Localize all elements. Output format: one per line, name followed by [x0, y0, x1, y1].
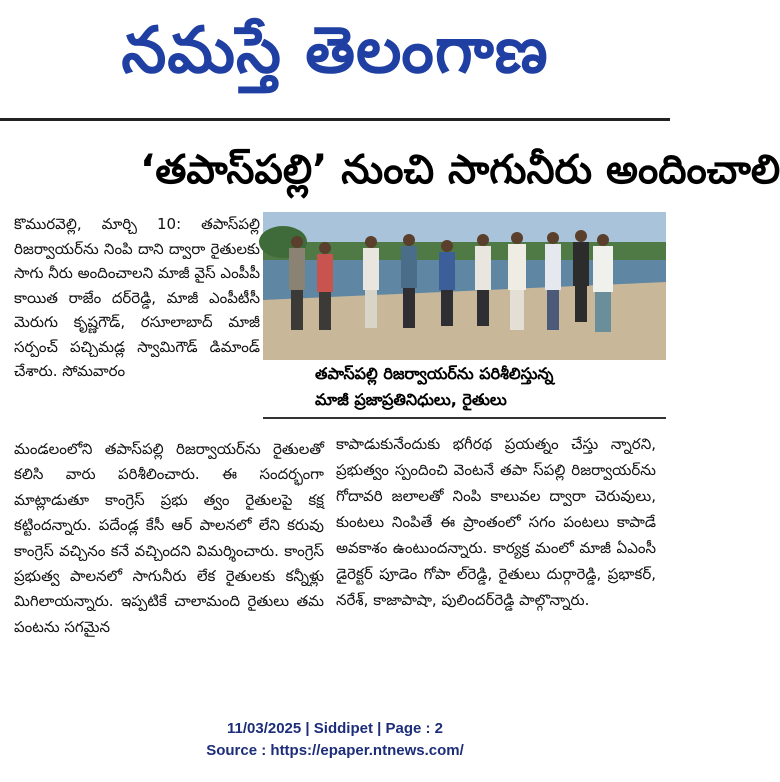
- masthead-divider: [0, 118, 670, 121]
- article-photo: [263, 212, 666, 360]
- person: [475, 234, 491, 326]
- page-footer: [0, 718, 670, 762]
- photo-caption-line-1: తపాస్‌పల్లి రిజర్వాయర్‌ను పరిశీలిస్తున్న: [315, 364, 554, 383]
- photo-caption-line-2: మాజీ ప్రజాప్రతినిధులు, రైతులు: [315, 390, 507, 409]
- newspaper-logo: నమస్తే తెలంగాణ: [121, 14, 549, 88]
- article-headline: ‘తపాస్‌పల్లి’ నుంచి సాగునీరు అందించాలి: [140, 147, 780, 193]
- person: [573, 230, 589, 322]
- person: [401, 234, 417, 328]
- footer-date-page: 11/03/2025 | Siddipet | Page : 2: [227, 720, 443, 737]
- person: [289, 236, 305, 330]
- masthead: [0, 0, 670, 110]
- article-text-left: కొమురవెల్లి, మార్చి 10: తపాస్‌పల్లి రిజర్వాయర్‌ను నింపి దాని ద్వారా రైతులకు సాగు నీరు అందించాలని మాజీ వైస్ ఎంపీపీ కాయిత రాజేం దర్‌రెడ్డి, మాజీ ఎంపీటీసీ మెరుగు కృష్ణగౌడ్, రసూలాబాద్ మాజీ సర్పంచ్ పచ్చిమడ్ల స్వామిగౌడ్ డిమాండ్ చేశారు. సోమవారం: [14, 215, 260, 380]
- person: [439, 240, 455, 326]
- person: [363, 236, 379, 328]
- photo-caption: [263, 361, 666, 419]
- footer-source-link[interactable]: Source : https://epaper.ntnews.com/: [206, 742, 464, 759]
- person: [545, 232, 561, 330]
- person: [508, 232, 526, 330]
- article-text-bottom-left: మండలంలోని తపాస్‌పల్లి రిజర్వాయర్‌ను రైతులతో కలిసి వారు పరిశీలించారు. ఈ సందర్భంగా మాట్లాడుతూ కాంగ్రెస్ ప్రభు త్వం రైతులపై కక్ష కట్టిందన్నారు. పదేండ్ల కేసీ ఆర్ పాలనలో లేని కరువు కాంగ్రెస్ వచ్చినం కనే వచ్చిందని విమర్శించారు. కాంగ్రెస్ ప్రభుత్వ పాలనలో సాగునీరు లేక రైతులకు కన్నీళ్లు మిగిలాయన్నారు. ఇప్పటికే చాలామంది రైతులు తమ పంటను సగమైన: [14, 440, 324, 636]
- person: [317, 242, 333, 330]
- reservoir-photo-illustration: [263, 212, 666, 360]
- person: [593, 234, 613, 332]
- article-text-bottom-right: కాపాడుకునేందుకు భగీరథ ప్రయత్నం చేస్తు న్నారని, ప్రభుత్వం స్పందించి వెంటనే తపా స్‌పల్లి రిజర్వాయర్‌ను గోదావరి జలాలతో నింపి కాలువల ద్వారా చెరువులు, కుంటలు నింపితే ఈ ప్రాంతంలో సగం పంటలు కాపాడే అవకాశం ఉంటుందన్నారు. కార్యక్ర మంలో మాజీ ఏఎంసీ డైరెక్టర్ పూడెం గోపా ల్‌రెడ్డి, రైతులు దుర్గారెడ్డి, ప్రభాకర్, నరేశ్, కాజాపాషా, పులిందర్‌రెడ్డి పాల్గొన్నారు.: [336, 435, 656, 609]
